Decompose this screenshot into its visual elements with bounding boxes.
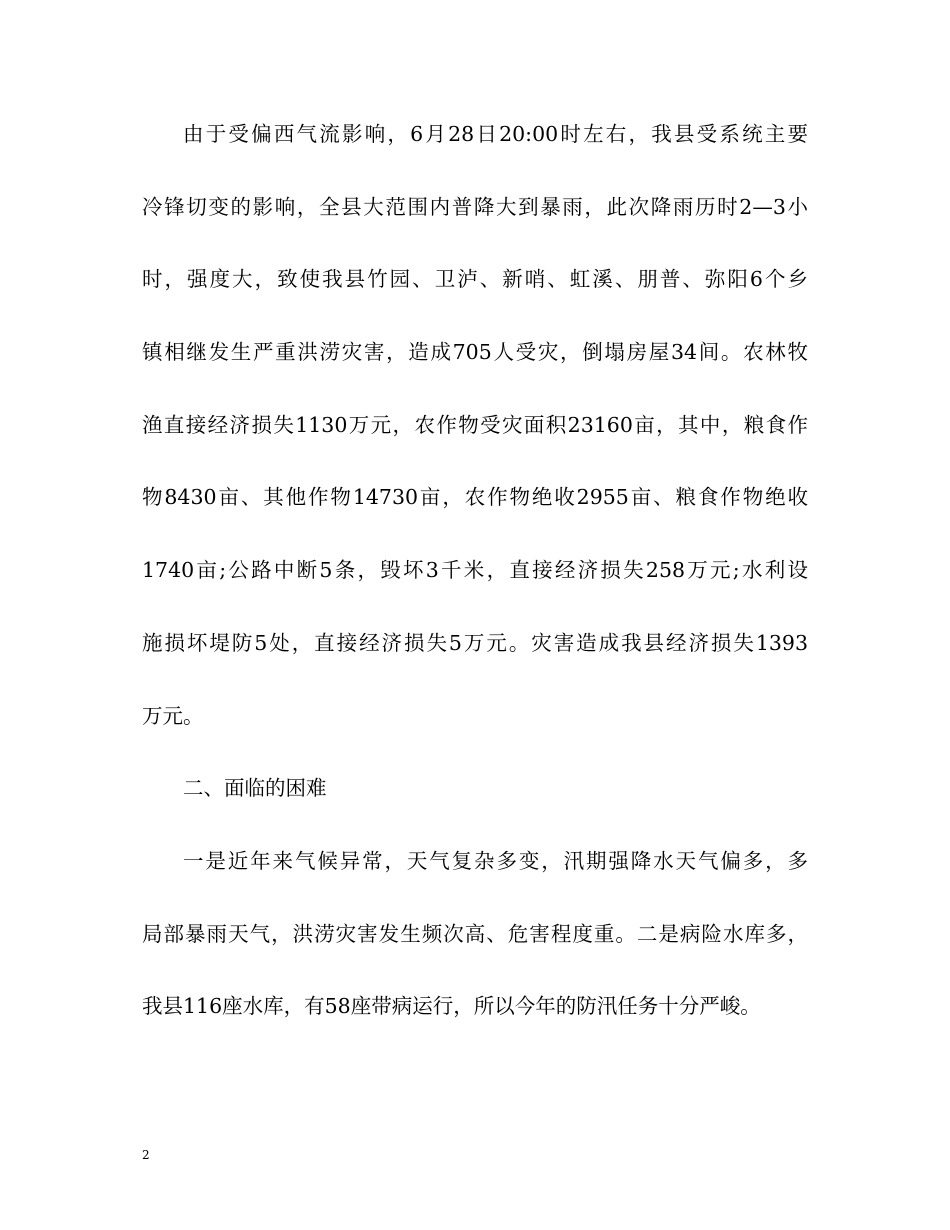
- paragraph-1-line-1: 由于受偏西气流影响，6月28日20:00时左右，我县受系统主要: [183, 122, 808, 146]
- paragraph-1-line-3: 时，强度大，致使我县竹园、卫泸、新哨、虹溪、朋普、弥阳6个乡: [142, 267, 808, 292]
- paragraph-1-line-6: 物8430亩、其他作物14730亩，农作物绝收2955亩、粮食作物绝收: [142, 485, 808, 510]
- paragraph-1-line-8: 施损坏堤防5处，直接经济损失5万元。灾害造成我县经济损失1393: [142, 630, 808, 655]
- paragraph-2-line-2: 局部暴雨天气，洪涝灾害发生频次高、危害程度重。二是病险水库多，: [142, 921, 808, 946]
- paragraph-1-line-5: 渔直接经济损失1130万元，农作物受灾面积23160亩，其中，粮食作: [142, 412, 808, 437]
- document-body: [142, 122, 808, 1067]
- paragraph-2-line-3: 我县116座水库，有58座带病运行，所以今年的防汛任务十分严峻。: [142, 994, 761, 1019]
- paragraph-1-line-4: 镇相继发生严重洪涝灾害，造成705人受灾，倒塌房屋34间。农林牧: [142, 340, 808, 365]
- paragraph-2-line-1: 一是近年来气候异常，天气复杂多变，汛期强降水天气偏多，多: [183, 848, 808, 873]
- paragraph-1-line-9: 万元。: [142, 703, 204, 728]
- page-number: 2: [142, 1148, 150, 1162]
- paragraph-1-line-7: 1740亩;公路中断5条，毁坏3千米，直接经济损失258万元;水利设: [142, 558, 808, 583]
- paragraph-1-line-2: 冷锋切变的影响，全县大范围内普降大到暴雨，此次降雨历时2—3小: [142, 194, 808, 219]
- section-heading: 二、面临的困难: [183, 776, 327, 801]
